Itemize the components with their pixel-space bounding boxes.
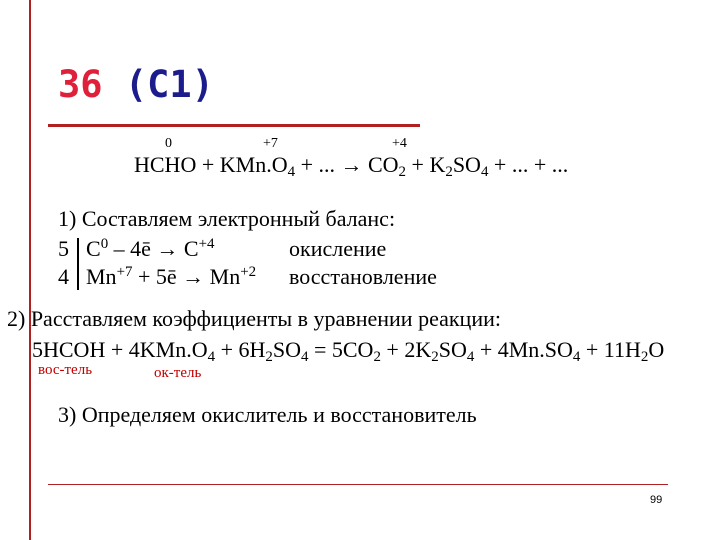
step-1-text: 1) Составляем электронный баланс: xyxy=(58,206,396,231)
step-2-text: 2) Расставляем коэффициенты в уравнении реакции: xyxy=(7,306,501,331)
ox-state-carbon-after: +4 xyxy=(392,136,407,151)
process-oxidation: окисление xyxy=(289,236,387,261)
title-number: 36 xyxy=(58,63,103,106)
footer-line xyxy=(48,484,668,485)
ox-state-manganese: +7 xyxy=(263,136,278,151)
oxidizer-label: ок-тель xyxy=(154,365,202,381)
ox-state-carbon: 0 xyxy=(165,136,172,151)
reducer-label: вос-тель xyxy=(38,362,93,378)
reaction-equation: HCHO + $KMn.O_4$ + ... → $CO_2 + K_2SO_4$ + ... + ... xyxy=(134,152,569,181)
process-reduction: восстановление xyxy=(289,264,437,289)
balance-row-1: $C^0$ – 4ē → $C^{+4}$ xyxy=(86,236,215,262)
slide-title xyxy=(58,63,214,106)
balance-coef-2: 4 xyxy=(58,264,69,289)
title-underline xyxy=(48,124,420,127)
left-border-line xyxy=(29,0,31,540)
step-3-text: 3) Определяем окислитель и восстановитель xyxy=(58,402,477,427)
balance-divider xyxy=(77,238,79,290)
balance-coef-1: 5 xyxy=(58,236,69,261)
final-equation: 5HCOH + $4KMn.O_4 + 6H_2SO_4 = 5CO_2 + 2K_2SO_4 + 4Mn.SO_4 + 11H_2O$ xyxy=(32,337,665,366)
page-number: 99 xyxy=(650,494,663,506)
balance-row-2: $Mn^{+7}$ + 5ē → $Mn^{+2}$ xyxy=(86,264,257,290)
title-code: (C1) xyxy=(124,63,214,106)
